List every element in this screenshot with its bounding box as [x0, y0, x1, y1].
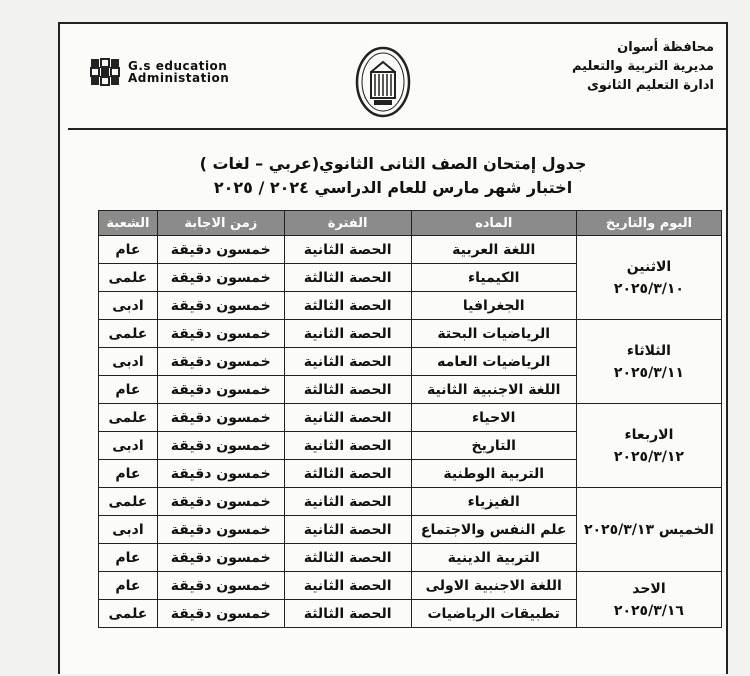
- branch-cell: ادبى: [99, 292, 158, 320]
- header-time: زمن الاجابة: [157, 211, 284, 236]
- period-cell: الحصة الثالثة: [284, 544, 411, 572]
- table-header-row: [99, 211, 722, 236]
- subject-cell: تطبيقات الرياضيات: [411, 600, 576, 628]
- gs-logo-icon: [90, 58, 120, 86]
- period-cell: الحصة الثالثة: [284, 460, 411, 488]
- branch-cell: علمى: [99, 600, 158, 628]
- subject-cell: علم النفس والاجتماع: [411, 516, 576, 544]
- document-header: [60, 24, 726, 130]
- branch-cell: ادبى: [99, 516, 158, 544]
- branch-cell: ادبى: [99, 348, 158, 376]
- time-cell: خمسون دقيقة: [157, 376, 284, 404]
- header-divider: [68, 128, 726, 130]
- header-day: اليوم والتاريخ: [576, 211, 721, 236]
- day-name: الاثنين: [626, 258, 672, 275]
- time-cell: خمسون دقيقة: [157, 264, 284, 292]
- branch-cell: علمى: [99, 404, 158, 432]
- directorate-name: مديرية التربية والتعليم: [571, 59, 714, 74]
- brand-text: [128, 60, 229, 84]
- period-cell: الحصة الثالثة: [284, 292, 411, 320]
- time-cell: خمسون دقيقة: [157, 236, 284, 264]
- day-name: الخميس: [658, 521, 714, 538]
- exam-schedule-table: [98, 210, 722, 628]
- document-page: [58, 22, 728, 674]
- subject-cell: التربية الوطنية: [411, 460, 576, 488]
- subject-cell: الكيمياء: [411, 264, 576, 292]
- day-date: ٢٠٢٥/٣/١١: [613, 364, 684, 381]
- day-name: الثلاثاء: [626, 342, 671, 359]
- table-row: [99, 572, 722, 600]
- administration-name: ادارة التعليم الثانوى: [586, 78, 714, 93]
- subject-cell: الفيزياء: [411, 488, 576, 516]
- time-cell: خمسون دقيقة: [157, 488, 284, 516]
- day-name: الاحد: [632, 580, 666, 597]
- period-cell: الحصة الثانية: [284, 488, 411, 516]
- time-cell: خمسون دقيقة: [157, 348, 284, 376]
- table-row: [99, 488, 722, 516]
- branch-cell: علمى: [99, 264, 158, 292]
- ministry-emblem-icon: [354, 44, 412, 120]
- day-date: ٢٠٢٥/٣/١٠: [613, 280, 684, 297]
- subject-cell: اللغة الاجنبية الاولى: [411, 572, 576, 600]
- period-cell: الحصة الثانية: [284, 572, 411, 600]
- day-cell: [576, 404, 721, 488]
- subject-cell: الرياضيات البحتة: [411, 320, 576, 348]
- period-cell: الحصة الثانية: [284, 348, 411, 376]
- period-cell: الحصة الثالثة: [284, 376, 411, 404]
- time-cell: خمسون دقيقة: [157, 516, 284, 544]
- period-cell: الحصة الثانية: [284, 236, 411, 264]
- period-cell: الحصة الثانية: [284, 404, 411, 432]
- period-cell: الحصة الثالثة: [284, 264, 411, 292]
- table-row: [99, 320, 722, 348]
- branch-cell: عام: [99, 572, 158, 600]
- time-cell: خمسون دقيقة: [157, 572, 284, 600]
- time-cell: خمسون دقيقة: [157, 320, 284, 348]
- day-date: ٢٠٢٥/٣/١٣: [583, 521, 655, 538]
- subject-cell: الرياضيات العامه: [411, 348, 576, 376]
- title-line-1: جدول إمتحان الصف الثانى الثانوي(عربي – لغات ): [199, 154, 587, 173]
- period-cell: الحصة الثانية: [284, 516, 411, 544]
- header-subject: الماده: [411, 211, 576, 236]
- brand-logo: [90, 58, 229, 86]
- schedule-title: [60, 152, 726, 200]
- period-cell: الحصة الثانية: [284, 320, 411, 348]
- brand-line-1: G.s education: [128, 59, 228, 73]
- day-date: ٢٠٢٥/٣/١٢: [613, 448, 684, 465]
- header-period: الفترة: [284, 211, 411, 236]
- time-cell: خمسون دقيقة: [157, 600, 284, 628]
- subject-cell: التاريخ: [411, 432, 576, 460]
- day-name: الاربعاء: [624, 426, 674, 443]
- title-line-2: اختبار شهر مارس للعام الدراسي ٢٠٢٤ / ٢٠٢٥: [213, 178, 573, 197]
- branch-cell: ادبى: [99, 432, 158, 460]
- governorate-block: [572, 38, 714, 95]
- period-cell: الحصة الثالثة: [284, 600, 411, 628]
- branch-cell: عام: [99, 236, 158, 264]
- branch-cell: علمى: [99, 320, 158, 348]
- subject-cell: الجغرافيا: [411, 292, 576, 320]
- time-cell: خمسون دقيقة: [157, 460, 284, 488]
- governorate-name: محافظة أسوان: [617, 40, 714, 55]
- branch-cell: عام: [99, 544, 158, 572]
- period-cell: الحصة الثانية: [284, 432, 411, 460]
- subject-cell: اللغة الاجنبية الثانية: [411, 376, 576, 404]
- time-cell: خمسون دقيقة: [157, 544, 284, 572]
- brand-line-2: Administation: [128, 71, 230, 85]
- day-cell: [576, 236, 721, 320]
- subject-cell: الاحياء: [411, 404, 576, 432]
- time-cell: خمسون دقيقة: [157, 404, 284, 432]
- table-row: [99, 404, 722, 432]
- branch-cell: عام: [99, 376, 158, 404]
- day-date: ٢٠٢٥/٣/١٦: [613, 602, 684, 619]
- day-cell: [576, 572, 721, 628]
- subject-cell: اللغة العربية: [411, 236, 576, 264]
- time-cell: خمسون دقيقة: [157, 432, 284, 460]
- header-branch: الشعبة: [99, 211, 158, 236]
- time-cell: خمسون دقيقة: [157, 292, 284, 320]
- branch-cell: عام: [99, 460, 158, 488]
- table-row: [99, 236, 722, 264]
- subject-cell: التربية الدينية: [411, 544, 576, 572]
- branch-cell: علمى: [99, 488, 158, 516]
- day-cell: [576, 488, 721, 572]
- day-cell: [576, 320, 721, 404]
